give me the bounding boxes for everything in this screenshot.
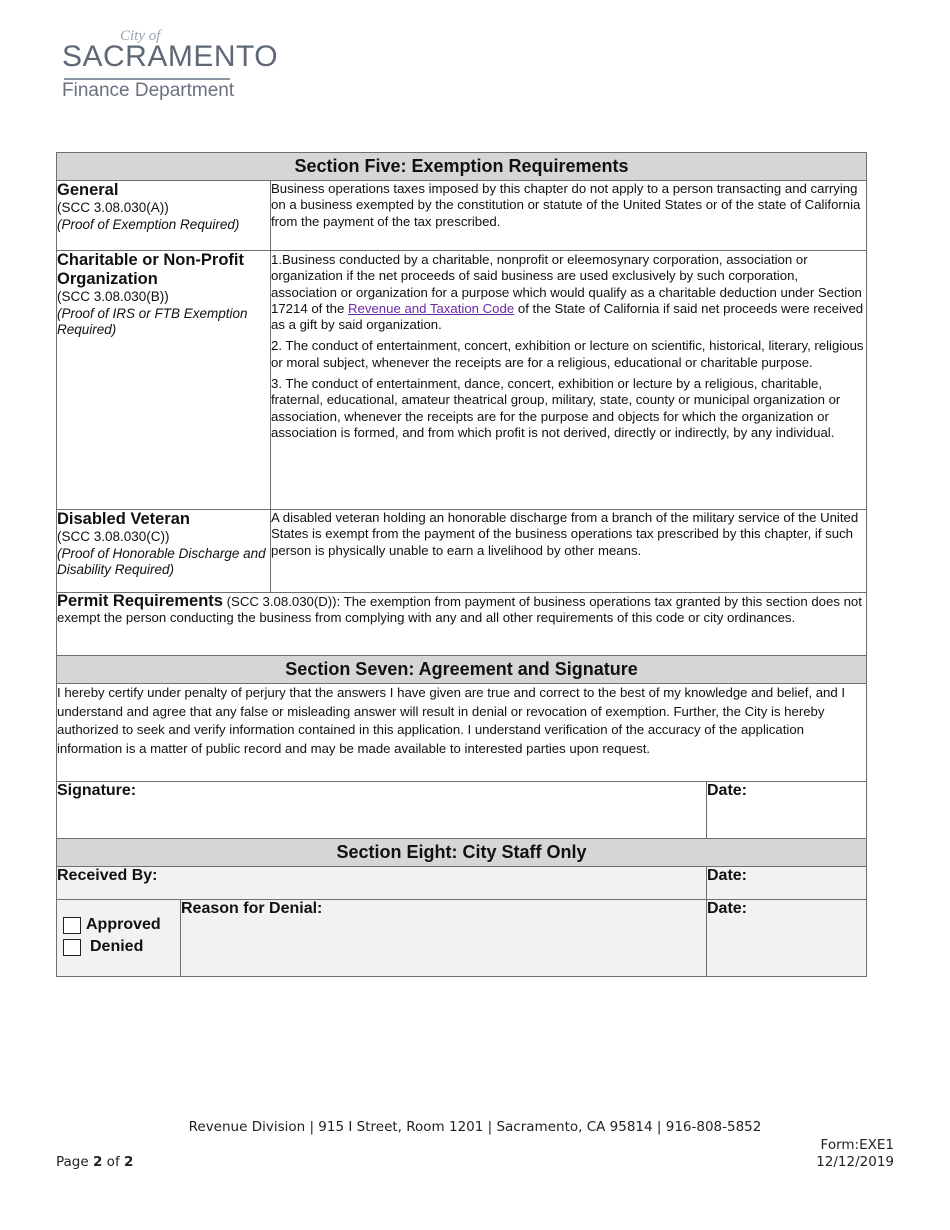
revenue-taxation-code-link[interactable]: Revenue and Taxation Code bbox=[348, 300, 515, 316]
charitable-paragraph-1 bbox=[271, 252, 866, 333]
form-identifier bbox=[816, 1137, 894, 1171]
denied-checkbox[interactable] bbox=[63, 939, 81, 956]
form-date: 12/12/2019 bbox=[816, 1154, 894, 1170]
form-id: Form:EXE1 bbox=[820, 1137, 894, 1153]
logo-department: Finance Department bbox=[62, 80, 235, 101]
charitable-title: Charitable or Non-Profit Organization bbox=[57, 251, 245, 288]
charitable-paragraph-3: 3. The conduct of entertainment, dance, concert, exhibition or lecture by a religious, charitable, fraternal, educational, amateur theatrical group, military, state, county or municipal organization or association, whenever the receipts are for the purpose and objects for which the organization or association is formed, and from which profit is not derived, directly or indirectly, by any individual. bbox=[271, 376, 841, 440]
received-by-field[interactable]: Received By: bbox=[57, 867, 707, 900]
charitable-proof: (Proof of IRS or FTB Exemption Required) bbox=[57, 305, 248, 337]
section-seven-header: Section Seven: Agreement and Signature bbox=[57, 656, 867, 684]
reason-for-denial-field[interactable]: Reason for Denial: bbox=[181, 900, 707, 977]
veteran-label-cell bbox=[57, 510, 271, 593]
charitable-p1-text: 1.Business conducted by a charitable, nonprofit or eleemosynary corporation, association or organization if the net proceeds of said business are used exclusively by such corporation, association or organization for a purpose which would qualify as a charitable deduction under Section 17214 of the bbox=[271, 252, 862, 316]
signature-date-field[interactable]: Date: bbox=[707, 782, 867, 839]
veteran-proof: (Proof of Honorable Discharge and Disability Required) bbox=[57, 545, 266, 577]
charitable-description bbox=[271, 251, 867, 510]
certification-text: I hereby certify under penalty of perjury that the answers I have given are true and correct to the best of my knowledge and belief, and I understand and agree that any false or misleading answer will result in denial or revocation of exemption. Further, the City is hereby authorized to seek and verify information contained in this application. I understand verification of the accuracy of the application information is a matter of public record and may be made available to interested parties upon request. bbox=[57, 684, 867, 782]
permit-title: Permit Requirements bbox=[57, 592, 223, 610]
general-title: General bbox=[57, 181, 119, 199]
received-date-field[interactable]: Date: bbox=[707, 867, 867, 900]
charitable-code: (SCC 3.08.030(B)) bbox=[57, 289, 169, 304]
general-code: (SCC 3.08.030(A)) bbox=[57, 200, 169, 215]
general-label-cell bbox=[57, 181, 271, 251]
denial-date-field[interactable]: Date: bbox=[707, 900, 867, 977]
charitable-paragraph-2: 2. The conduct of entertainment, concert, exhibition or lecture on scientific, historical, literary, religious or moral subject, whenever the receipts are for a religious, educational or charitable purpose. bbox=[271, 338, 864, 370]
section-eight-header: Section Eight: City Staff Only bbox=[57, 839, 867, 867]
denied-label: Denied bbox=[90, 938, 144, 955]
page-prefix: Page bbox=[56, 1154, 93, 1170]
signature-field[interactable]: Signature: bbox=[57, 782, 707, 839]
approved-checkbox[interactable] bbox=[63, 917, 81, 934]
section-five-header: Section Five: Exemption Requirements bbox=[57, 153, 867, 181]
general-proof: (Proof of Exemption Required) bbox=[57, 216, 240, 232]
denied-option[interactable] bbox=[63, 936, 174, 958]
logo-city-name: SACRAMENTO bbox=[62, 40, 279, 73]
general-text: Business operations taxes imposed by this chapter do not apply to a person transacting and carrying on a business exempted by the constitution or statute of the United States or of the state of California from the payment of the tax prescribed. bbox=[271, 181, 861, 229]
approved-label: Approved bbox=[86, 916, 161, 933]
logo-city-of: City of bbox=[120, 28, 161, 44]
veteran-code: (SCC 3.08.030(C)) bbox=[57, 529, 170, 544]
general-description bbox=[271, 181, 867, 251]
exemption-form-table bbox=[56, 152, 867, 977]
veteran-text: A disabled veteran holding an honorable discharge from a branch of the military service of the United States is exempt from the payment of the business operations tax prescribed by this chapter, if such person is physically unable to earn a livelihood by other means. bbox=[271, 510, 859, 558]
approval-status-cell bbox=[57, 900, 181, 977]
veteran-description bbox=[271, 510, 867, 593]
page-total: 2 bbox=[124, 1154, 134, 1170]
page-of: of bbox=[102, 1154, 124, 1170]
footer-address: Revenue Division | 915 I Street, Room 1201 | Sacramento, CA 95814 | 916-808-5852 bbox=[188, 1119, 762, 1135]
page-current: 2 bbox=[92, 1154, 103, 1170]
page-number bbox=[56, 1154, 133, 1170]
charitable-p1-text-end: of the State of California if said net proceeds were received as a gift by said organization. bbox=[271, 300, 864, 333]
veteran-title: Disabled Veteran bbox=[57, 510, 190, 528]
charitable-label-cell bbox=[57, 251, 271, 510]
permit-text: (SCC 3.08.030(D)): The exemption from payment of business operations tax granted by this section does not exempt the person conducting the business from complying with any and all other requirements of this code or city ordinances. bbox=[57, 594, 862, 626]
approved-option[interactable] bbox=[63, 914, 174, 936]
permit-requirements-cell bbox=[57, 593, 867, 656]
